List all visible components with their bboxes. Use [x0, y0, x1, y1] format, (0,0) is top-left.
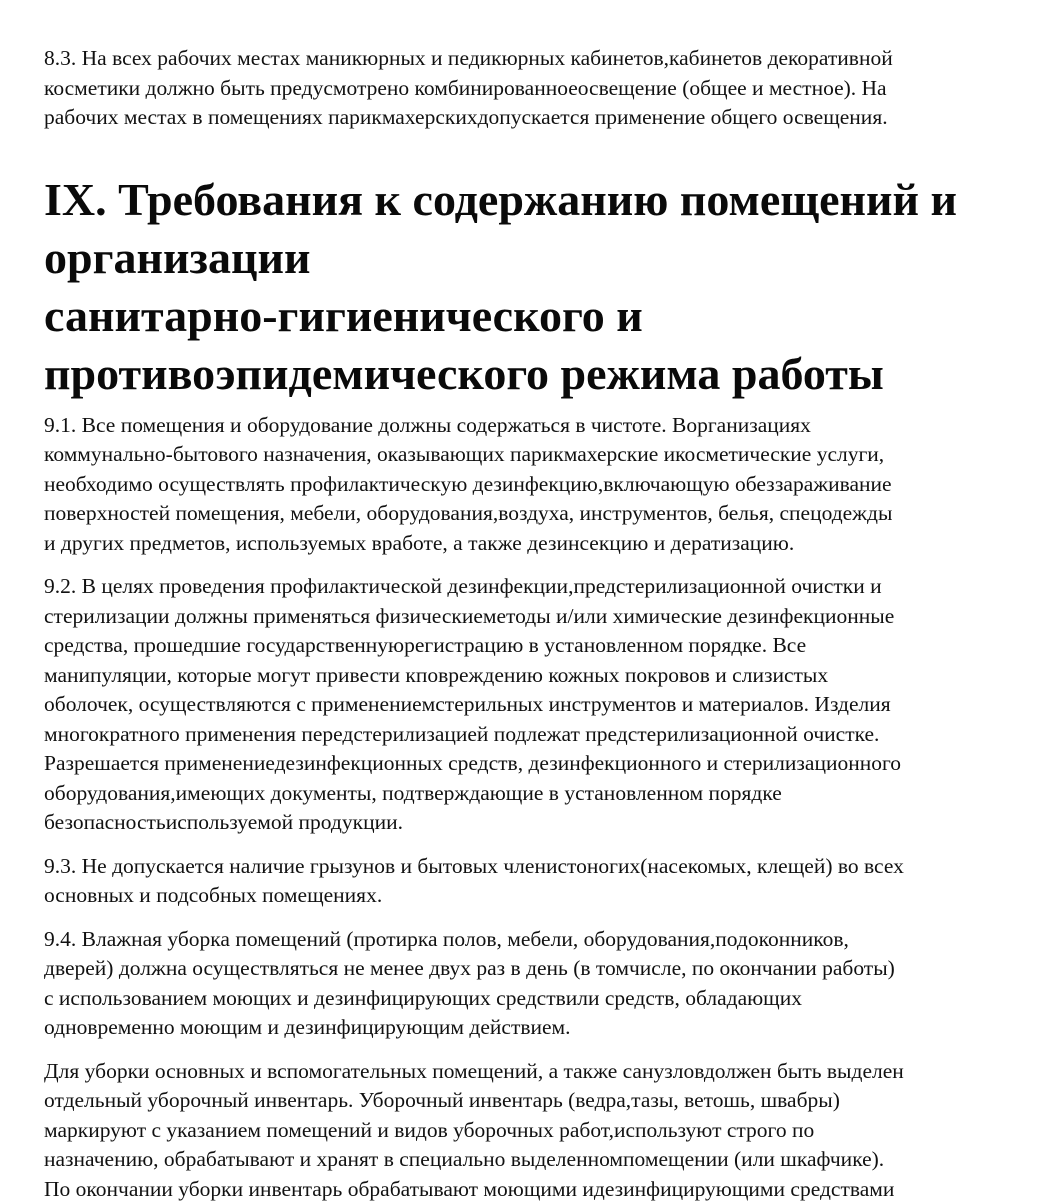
text-line: отдельный уборочный инвентарь. Уборочный инвентарь (ведра,тазы, ветошь, швабры) — [44, 1086, 1044, 1116]
text-line: стерилизации должны применяться физическиеметоды и/или химические дезинфекционные — [44, 602, 1044, 632]
text-line: основных и подсобных помещениях. — [44, 881, 1044, 911]
text-line: поверхностей помещения, мебели, оборудования,воздуха, инструментов, белья, спецодежды — [44, 499, 1044, 529]
text-line: 9.1. Все помещения и оборудование должны содержаться в чистоте. Ворганизациях — [44, 411, 1044, 441]
text-line: 9.4. Влажная уборка помещений (протирка полов, мебели, оборудования,подоконников, — [44, 925, 1044, 955]
heading-line: организации — [44, 229, 1044, 287]
text-line: маркируют с указанием помещений и видов уборочных работ,используют строго по — [44, 1116, 1044, 1146]
paragraph-cleaning-inventory — [44, 1057, 1044, 1204]
text-line: 9.3. Не допускается наличие грызунов и бытовых членистоногих(насекомых, клещей) во всех — [44, 852, 1044, 882]
paragraph-9-3 — [44, 852, 1044, 911]
text-line: коммунально-бытового назначения, оказывающих парикмахерские икосметические услуги, — [44, 440, 1044, 470]
heading-line: противоэпидемического режима работы — [44, 345, 1044, 403]
text-line: с использованием моющих и дезинфицирующих средствили средств, обладающих — [44, 984, 1044, 1014]
text-line: дверей) должна осуществляться не менее двух раз в день (в томчисле, по окончании работы) — [44, 954, 1044, 984]
text-line: назначению, обрабатывают и хранят в специально выделенномпомещении (или шкафчике). — [44, 1145, 1044, 1175]
text-line: рабочих местах в помещениях парикмахерскихдопускается применение общего освещения. — [44, 103, 1044, 133]
heading-line: санитарно-гигиенического и — [44, 287, 1044, 345]
text-line: необходимо осуществлять профилактическую дезинфекцию,включающую обеззараживание — [44, 470, 1044, 500]
text-line: безопасностьиспользуемой продукции. — [44, 808, 1044, 838]
text-line: одновременно моющим и дезинфицирующим действием. — [44, 1013, 1044, 1043]
section-heading — [44, 171, 1044, 403]
paragraph-9-1 — [44, 411, 1044, 559]
paragraph-8-3 — [44, 44, 1044, 133]
text-line: По окончании уборки инвентарь обрабатывают моющими идезинфицирующими средствами — [44, 1175, 1044, 1204]
text-line: и других предметов, используемых вработе, а также дезинсекцию и дератизацию. — [44, 529, 1044, 559]
text-line: косметики должно быть предусмотрено комбинированноеосвещение (общее и местное). На — [44, 74, 1044, 104]
text-line: Для уборки основных и вспомогательных помещений, а также санузловдолжен быть выделен — [44, 1057, 1044, 1087]
text-line: оболочек, осуществляются с применениемстерильных инструментов и материалов. Изделия — [44, 690, 1044, 720]
text-line: оборудования,имеющих документы, подтверждающие в установленном порядке — [44, 779, 1044, 809]
paragraph-9-2 — [44, 572, 1044, 838]
text-line: средства, прошедшие государственнуюрегистрацию в установленном порядке. Все — [44, 631, 1044, 661]
document-page — [44, 44, 1044, 1204]
heading-line: IX. Требования к содержанию помещений и — [44, 171, 1044, 229]
text-line: многократного применения передстерилизацией подлежат предстерилизационной очистке. — [44, 720, 1044, 750]
text-line: 8.3. На всех рабочих местах маникюрных и педикюрных кабинетов,кабинетов декоративной — [44, 44, 1044, 74]
text-line: Разрешается применениедезинфекционных средств, дезинфекционного и стерилизационного — [44, 749, 1044, 779]
text-line: манипуляции, которые могут привести кповреждению кожных покровов и слизистых — [44, 661, 1044, 691]
text-line: 9.2. В целях проведения профилактической дезинфекции,предстерилизационной очистки и — [44, 572, 1044, 602]
paragraph-9-4 — [44, 925, 1044, 1043]
